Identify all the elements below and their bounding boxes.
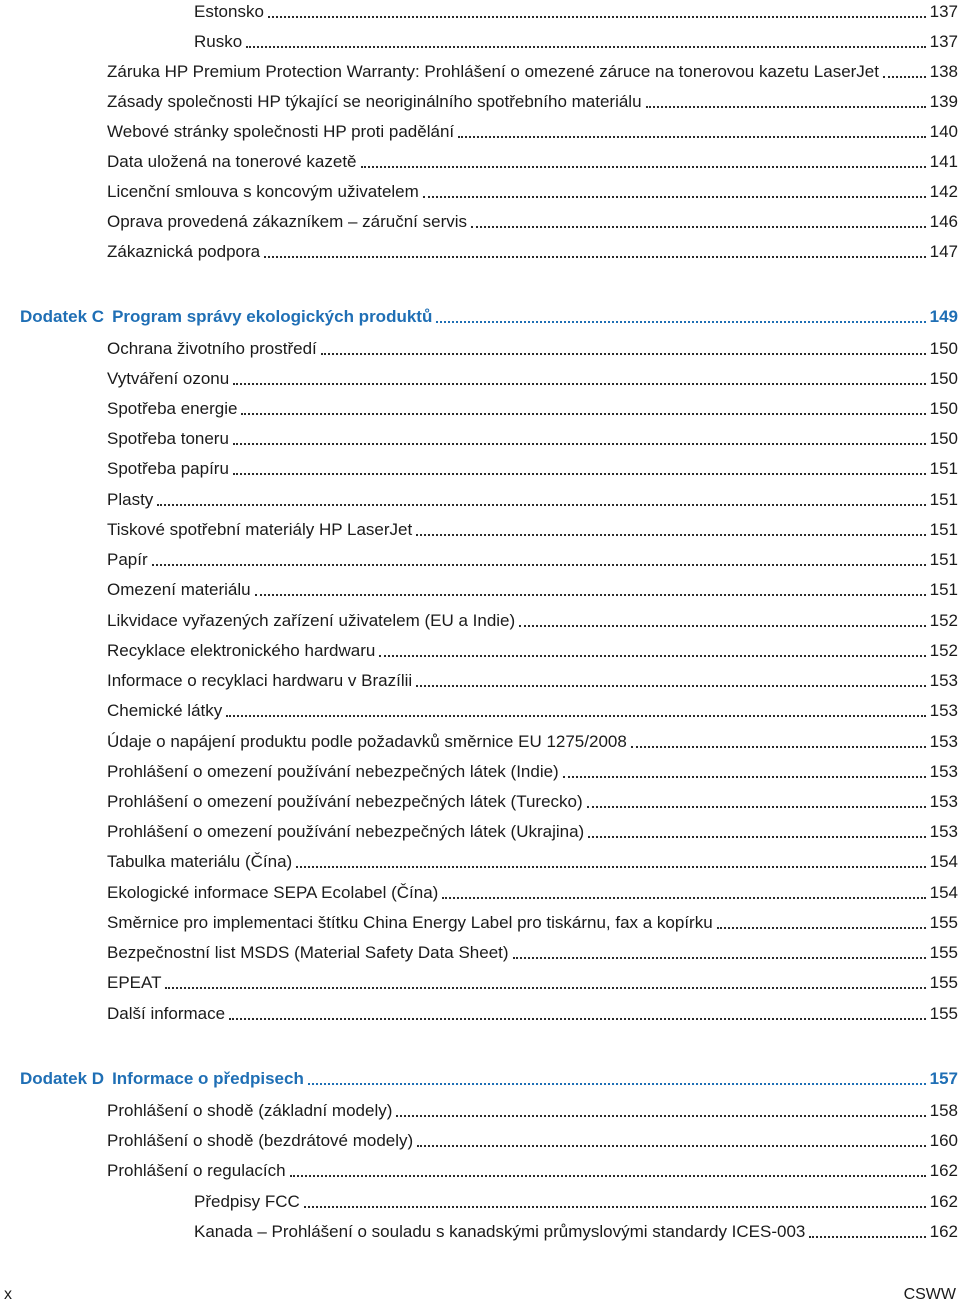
dot-leader [152,564,926,566]
toc-entry-title: Zákaznická podpora [107,242,261,261]
dot-leader [423,196,926,198]
toc-entry-title: Papír [107,550,148,569]
toc-entry[interactable] [107,666,958,692]
toc-entry-page: 153 [929,701,958,720]
toc-entry-page: 152 [929,611,958,630]
dot-leader [165,987,925,989]
toc-entry[interactable] [107,177,958,203]
toc-entry[interactable] [107,727,958,753]
toc-entry[interactable] [107,636,958,662]
toc-entry[interactable] [107,545,958,571]
toc-entry[interactable] [107,606,958,632]
dot-leader [229,1018,926,1020]
toc-entry-title: Spotřeba energie [107,399,238,418]
toc-entry-title: Spotřeba toneru [107,429,229,448]
toc-entry-page: 137 [929,32,958,51]
dot-leader [226,715,925,717]
toc-entry-page: 151 [929,550,958,569]
toc-entry-title: Chemické látky [107,701,223,720]
toc-entry-page: 158 [929,1101,958,1120]
toc-entry[interactable] [107,878,958,904]
appendix-label: Dodatek C [20,307,105,326]
toc-entry-page: 151 [929,580,958,599]
dot-leader [233,473,926,475]
appendix-name: Program správy ekologických produktů [112,307,433,326]
toc-entry-page: 155 [929,973,958,992]
toc-entry-page: 162 [929,1161,958,1180]
toc-entry[interactable] [107,394,958,420]
toc-entry[interactable] [107,575,958,601]
dot-leader [563,776,926,778]
dot-leader [296,866,925,868]
dot-leader [379,655,925,657]
toc-appendix-title [20,1068,304,1090]
toc-entry[interactable] [107,787,958,813]
toc-entry-title: Bezpečnostní list MSDS (Material Safety Data Sheet) [107,943,509,962]
toc-entry-title: Plasty [107,490,154,509]
toc-entry-page: 152 [929,641,958,660]
toc-entry-title: Prohlášení o omezení používání nebezpečných látek (Indie) [107,762,559,781]
toc-entry[interactable] [194,1217,958,1243]
toc-entry-page: 153 [929,762,958,781]
toc-entry-title: Prohlášení o shodě (bezdrátové modely) [107,1131,414,1150]
toc-entry[interactable] [107,117,958,143]
toc-entry-title: Předpisy FCC [194,1192,300,1211]
toc-entry-title: Vytváření ozonu [107,369,230,388]
toc-entry-page: 155 [929,913,958,932]
toc-entry-page: 150 [929,399,958,418]
toc-entry-page: 149 [929,307,958,326]
dot-leader [717,927,926,929]
toc-entry-page: 153 [929,732,958,751]
toc-entry-page: 154 [929,852,958,871]
dot-leader [471,226,926,228]
toc-entry[interactable] [107,207,958,233]
toc-entry[interactable] [107,817,958,843]
toc-entry-title: Ochrana životního prostředí [107,339,317,358]
dot-leader [361,166,926,168]
toc-appendix-heading[interactable] [20,302,958,328]
toc-entry-page: 139 [929,92,958,111]
toc-entry-page: 155 [929,943,958,962]
toc-entry-page: 155 [929,1004,958,1023]
toc-entry-title: Spotřeba papíru [107,459,229,478]
dot-leader [588,836,925,838]
toc-entry-page: 153 [929,792,958,811]
toc-entry-title: Záruka HP Premium Protection Warranty: Prohlášení o omezené záruce na tonerovou kazetu LaserJet [107,62,879,81]
dot-leader [290,1175,926,1177]
toc-entry[interactable] [107,334,958,360]
toc-entry-title: Zásady společnosti HP týkající se neoriginálního spotřebního materiálu [107,92,642,111]
dot-leader [587,806,926,808]
dot-leader [417,1145,925,1147]
toc-entry-page: 151 [929,520,958,539]
toc-entry-page: 162 [929,1222,958,1241]
dot-leader [883,76,926,78]
toc-entry-page: 150 [929,429,958,448]
toc-entry-page: 151 [929,459,958,478]
toc-entry-page: 142 [929,182,958,201]
toc-entry-title: Prohlášení o regulacích [107,1161,286,1180]
dot-leader [442,897,925,899]
toc-entry-title: Tiskové spotřební materiály HP LaserJet [107,520,413,539]
toc-entry-page: 147 [929,242,958,261]
toc-entry[interactable] [194,1187,958,1213]
toc-entry-page: 154 [929,883,958,902]
toc-entry-page: 141 [929,152,958,171]
toc-entry-title: Údaje o napájení produktu podle požadavků směrnice EU 1275/2008 [107,732,627,751]
toc-entry[interactable] [107,757,958,783]
toc-entry-title: Další informace [107,1004,226,1023]
toc-entry-title: Omezení materiálu [107,580,251,599]
toc-entry-page: 138 [929,62,958,81]
dot-leader [458,136,926,138]
toc-entry[interactable] [107,454,958,480]
toc-entry[interactable] [107,364,958,390]
toc-entry-title: Estonsko [194,2,264,21]
toc-entry[interactable] [107,1156,958,1182]
toc-entry-title: Rusko [194,32,243,51]
toc-entry-title: Prohlášení o omezení používání nebezpečných látek (Ukrajina) [107,822,585,841]
dot-leader [264,256,926,258]
toc-entry[interactable] [107,1126,958,1152]
dot-leader [233,383,925,385]
toc-entry[interactable] [107,515,958,541]
dot-leader [255,594,926,596]
toc-entry-title: Směrnice pro implementaci štítku China Energy Label pro tiskárnu, fax a kopírku [107,913,713,932]
toc-entry[interactable] [107,908,958,934]
appendix-name: Informace o předpisech [112,1069,304,1088]
toc-entry-title: Prohlášení o omezení používání nebezpečných látek (Turecko) [107,792,583,811]
dot-leader [157,504,925,506]
toc-entry[interactable] [194,0,958,23]
toc-entry-title: Tabulka materiálu (Čína) [107,852,293,871]
toc-entry[interactable] [107,1096,958,1122]
toc-entry-title: Informace o recyklaci hardwaru v Brazílii [107,671,413,690]
toc-entry-title: Webové stránky společnosti HP proti padělání [107,122,455,141]
toc-appendix-heading[interactable] [20,1064,958,1090]
toc-entry[interactable] [194,27,958,53]
dot-leader [416,534,925,536]
toc-entry[interactable] [107,847,958,873]
toc-entry-page: 153 [929,822,958,841]
toc-entry-title: Licenční smlouva s koncovým uživatelem [107,182,419,201]
dot-leader [416,685,925,687]
toc-entry-page: 153 [929,671,958,690]
toc-entry-title: Data uložená na tonerové kazetě [107,152,357,171]
toc-entry-title: EPEAT [107,973,162,992]
toc-entry[interactable] [107,696,958,722]
dot-leader [233,443,926,445]
toc-entry[interactable] [107,57,958,83]
toc-entry[interactable] [107,938,958,964]
toc-entry-page: 157 [929,1069,958,1088]
toc-entry-page: 150 [929,339,958,358]
toc-entry[interactable] [107,999,958,1025]
toc-appendix-title [20,306,432,328]
dot-leader [646,106,926,108]
toc-entry[interactable] [107,147,958,173]
dot-leader [246,46,925,48]
toc-entry[interactable] [107,424,958,450]
toc-entry-title: Likvidace vyřazených zařízení uživatelem (EU a Indie) [107,611,516,630]
toc-entry-page: 162 [929,1192,958,1211]
dot-leader [809,1236,925,1238]
dot-leader [304,1206,926,1208]
toc-entry-title: Kanada – Prohlášení o souladu s kanadskými průmyslovými standardy ICES-003 [194,1222,806,1241]
toc-entry-title: Recyklace elektronického hardwaru [107,641,376,660]
toc-entry-title: Prohlášení o shodě (základní modely) [107,1101,393,1120]
toc-entry[interactable] [107,237,958,263]
toc-entry-page: 150 [929,369,958,388]
toc-entry[interactable] [107,87,958,113]
appendix-label: Dodatek D [20,1069,105,1088]
toc-entry-title: Oprava provedená zákazníkem – záruční servis [107,212,468,231]
dot-leader [396,1115,925,1117]
toc-entry[interactable] [107,485,958,511]
dot-leader [321,353,926,355]
toc-entry-page: 140 [929,122,958,141]
toc-entry[interactable] [107,968,958,994]
dot-leader [513,957,926,959]
toc-entry-page: 146 [929,212,958,231]
dot-leader [241,413,925,415]
footer-doc-code: CSWW [903,1286,956,1303]
dot-leader [436,321,925,323]
toc-entry-page: 160 [929,1131,958,1150]
toc-entry-page: 151 [929,490,958,509]
toc-entry-title: Ekologické informace SEPA Ecolabel (Čína) [107,883,439,902]
dot-leader [631,746,926,748]
footer-page-number: x [4,1286,12,1303]
dot-leader [268,16,926,18]
toc-entry-page: 137 [929,2,958,21]
dot-leader [519,625,925,627]
dot-leader [308,1083,926,1085]
